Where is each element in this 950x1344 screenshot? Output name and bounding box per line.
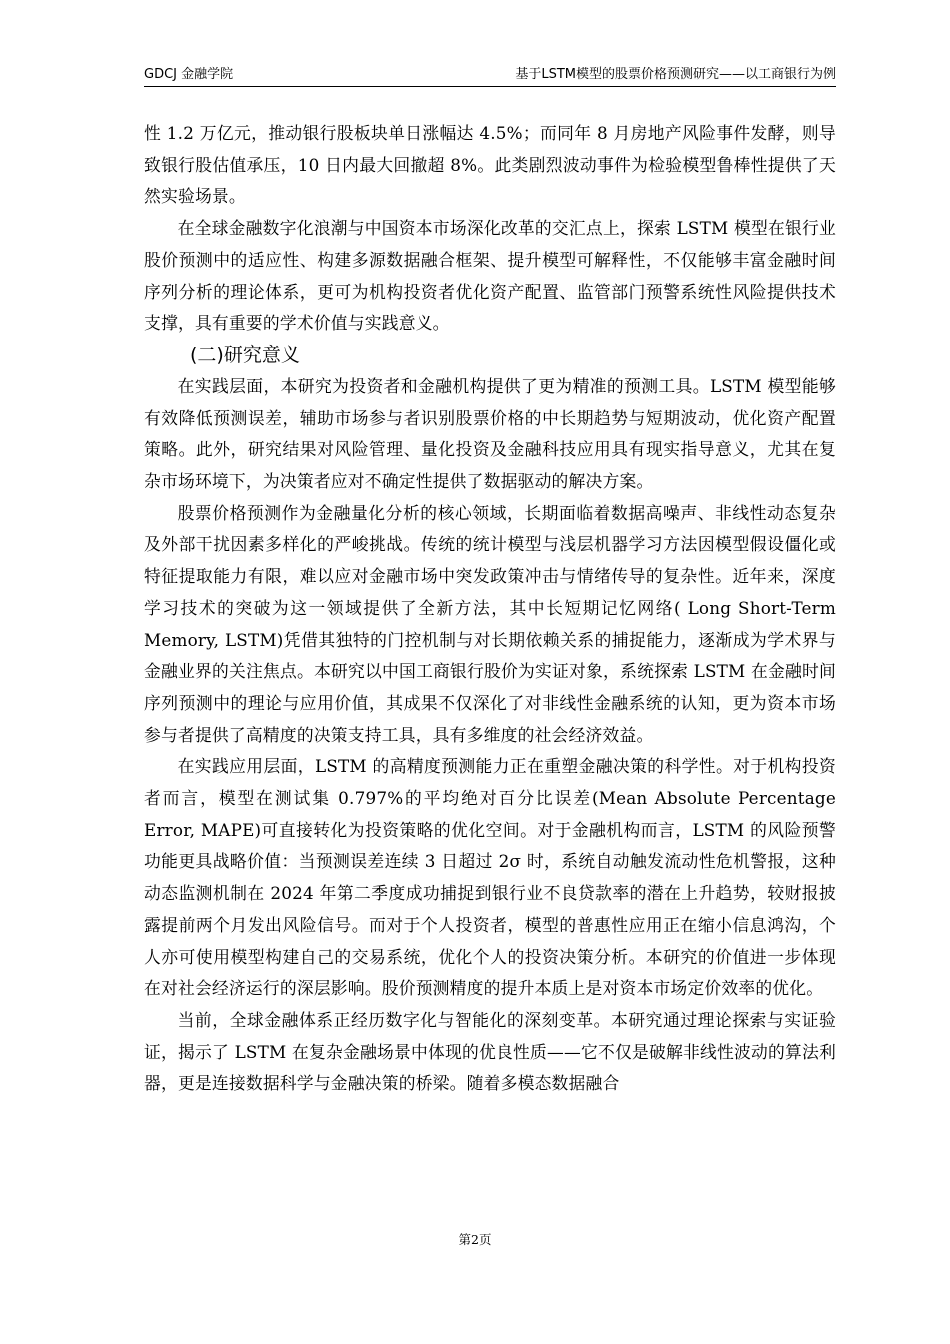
paragraph-practical-level: 在实践层面，本研究为投资者和金融机构提供了更为精准的预测工具。LSTM 模型能够有效降低预测误差，辅助市场参与者识别股票价格的中长期趋势与短期波动，优化资产配置策略。此外，研究结果对风险管理、量化投资及金融科技应用具有现实指导意义，尤其在复杂市场环境下，为决策者应对不确定性提供了数据驱动的解决方案。 <box>144 375 836 492</box>
paragraph-practical-application: 在实践应用层面，LSTM 的高精度预测能力正在重塑金融决策的科学性。对于机构投资者而言，模型在测试集 0.797%的平均绝对百分比误差(Mean Absolute Percentage Error, MAPE)可直接转化为投资策略的优化空间。对于金融机构而言，LSTM 的风险预警功能更具战略价值：当预测误差连续 3 日超过 2σ 时，系统自动触发流动性危机警报，这种动态监测机制在 2024 年第二季度成功捕捉到银行业不良贷款率的潜在上升趋势，较财报披露提前两个月发出风险信号。而对于个人投资者，模型的普惠性应用正在缩小信息鸿沟，个人亦可使用模型构建自己的交易系统，优化个人的投资决策分析。本研究的价值进一步体现在对社会经济运行的深层影响。股价预测精度的提升本质上是对资本市场定价效率的优化。 <box>144 756 836 999</box>
document-body <box>144 118 836 1100</box>
header-institution: GDCJ 金融学院 <box>144 67 234 82</box>
paragraph-stock-prediction: 股票价格预测作为金融量化分析的核心领域，长期面临着数据高噪声、非线性动态复杂及外部干扰因素多样化的严峻挑战。传统的统计模型与浅层机器学习方法因模型假设僵化或特征提取能力有限，难以应对金融市场中突发政策冲击与情绪传导的复杂性。近年来，深度学习技术的突破为这一领域提供了全新方法，其中长短期记忆网络( Long Short-Term Memory, LSTM)凭借其独特的门控机制与对长期依赖关系的捕捉能力，逐渐成为学术界与金融业界的关注焦点。本研究以中国工商银行股价为实证对象，系统探索 LSTM 在金融时间序列预测中的理论与应用价值，其成果不仅深化了对非线性金融系统的认知，更为资本市场参与者提供了高精度的决策支持工具，具有多维度的社会经济效益。 <box>144 502 836 745</box>
page-number: 第2页 <box>458 1232 492 1247</box>
paragraph-background-significance: 在全球金融数字化浪潮与中国资本市场深化改革的交汇点上，探索 LSTM 模型在银行业股价预测中的适应性、构建多源数据融合框架、提升模型可解释性，不仅能够丰富金融时间序列分析的理论体系，更可为机构投资者优化资产配置、监管部门预警系统性风险提供技术支撑，具有重要的学术价值与实践意义。 <box>144 218 836 334</box>
page-header <box>144 66 836 87</box>
header-thesis-title: 基于LSTM模型的股票价格预测研究——以工商银行为例 <box>515 67 836 82</box>
paragraph-current-transformation: 当前，全球金融体系正经历数字化与智能化的深刻变革。本研究通过理论探索与实证验证，揭示了 LSTM 在复杂金融场景中体现的优良性质——它不仅是破解非线性波动的算法利器，更是连接数据科学与金融决策的桥梁。随着多模态数据融合 <box>144 1009 836 1094</box>
section-heading-research-significance: (二)研究意义 <box>190 343 300 366</box>
paragraph-continued: 性 1.2 万亿元，推动银行股板块单日涨幅达 4.5%；而同年 8 月房地产风险事件发酵，则导致银行股估值承压，10 日内最大回撤超 8%。此类剧烈波动事件为检验模型鲁棒性提供了天然实验场景。 <box>144 123 836 207</box>
